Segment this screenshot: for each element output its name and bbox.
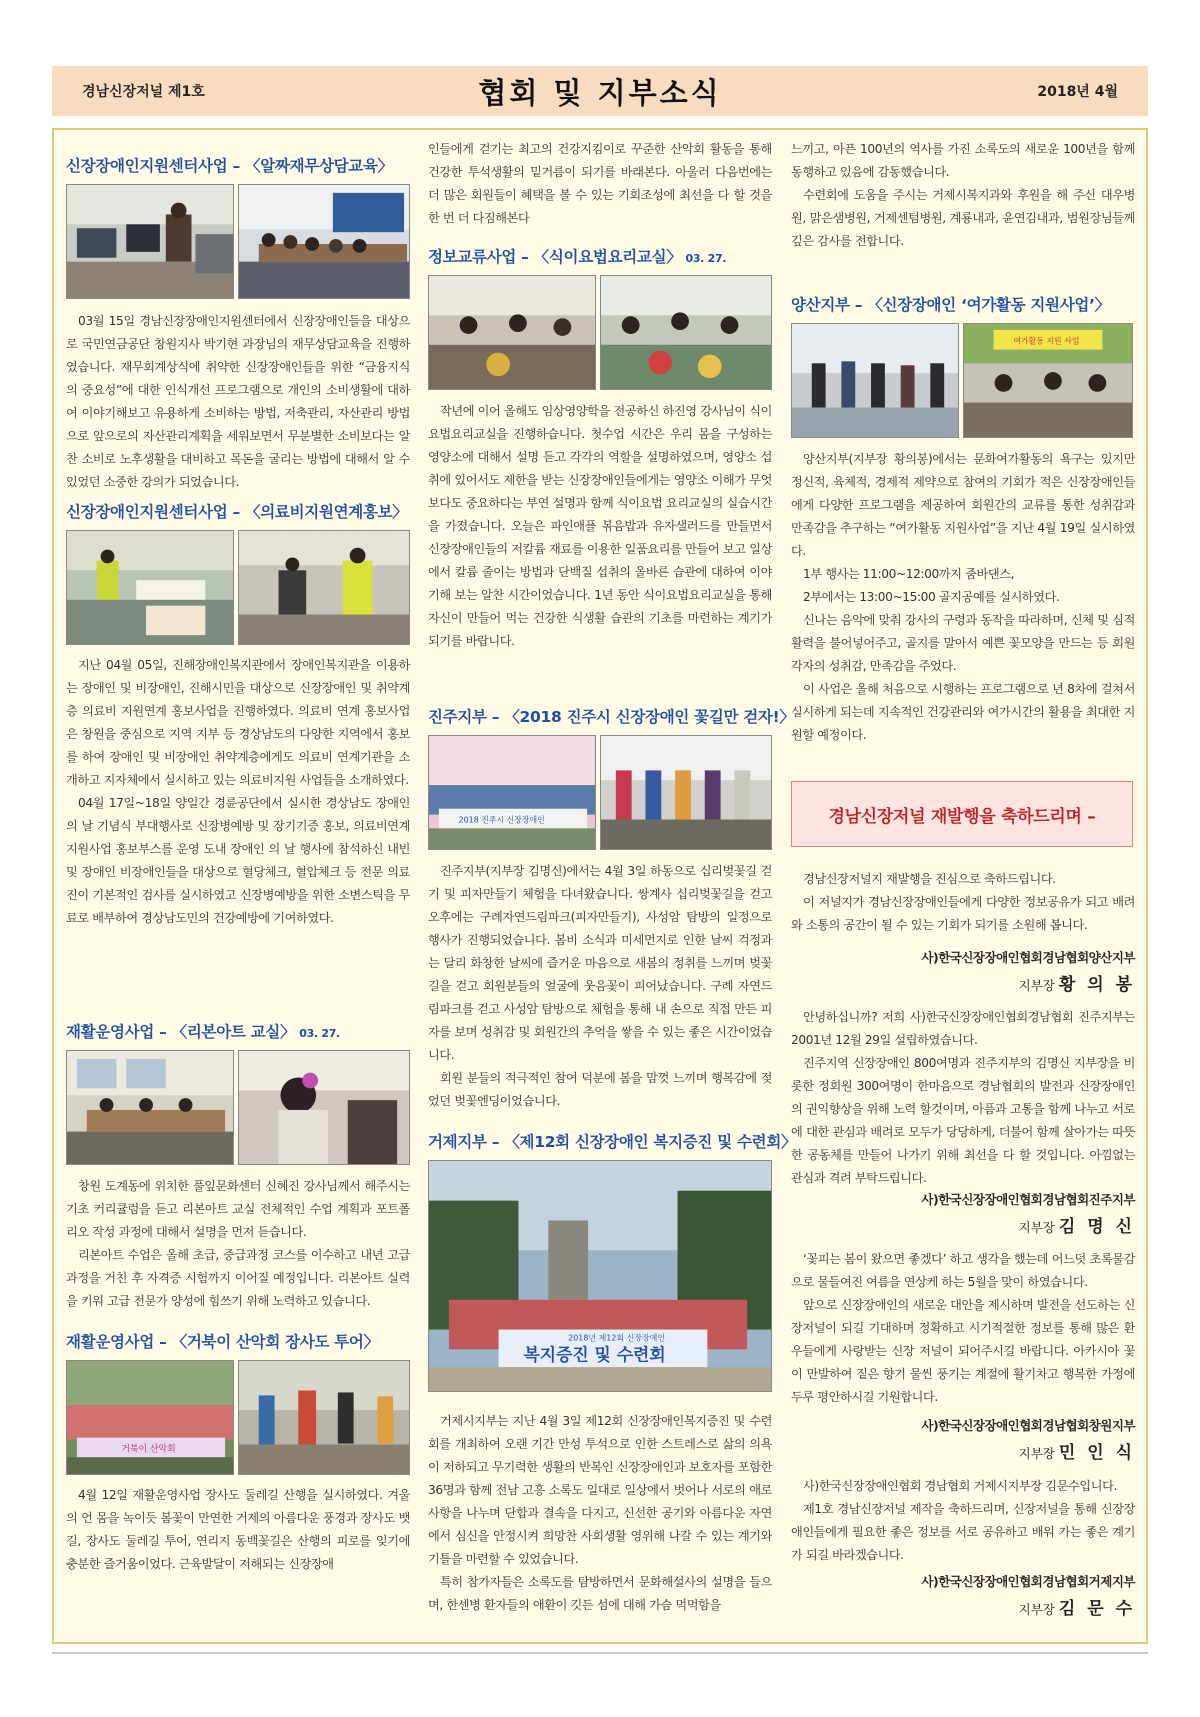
congrats-message-geoje: 사)한국신장장애인협회 경남협회 거제시지부장 김문수입니다. 제1호 경남신장저널 제작을 축하드리며, 신장저널을 통해 신장장애인들에게 필요한 좋은 정보를 서로 공유하고 배워 가는 좋은 계기가 되길 바라겠습니다. bbox=[791, 1479, 1135, 1562]
issue-date: 2018년 4월 bbox=[1037, 84, 1118, 100]
counseling-session-photo bbox=[66, 184, 234, 299]
page-title: 협회 및 지부소식 bbox=[478, 75, 722, 110]
signature-name-geoje: 지부장 김 문 수 bbox=[1018, 1599, 1135, 1619]
section-title-geoje-retreat: 거제지부 – 〈제12회 신장장애인 복지증진 및 수련회〉 bbox=[428, 1133, 797, 1151]
content-frame bbox=[52, 128, 1148, 1644]
geoje-banner-title: 복지증진 및 수련회 bbox=[523, 1344, 666, 1365]
cherry-blossom-group-photo bbox=[428, 735, 596, 850]
section-title-yangsan-leisure: 양산지부 – 〈신장장애인 ‘여가활동 지원사업’〉 bbox=[791, 296, 1110, 314]
congrats-message-yangsan: 경남신장저널지 재발행을 진심으로 축하드립니다. 이 저널지가 경남신장장애인들에게 다양한 정보공유가 되고 배려와 소통의 공간이 될 수 있는 기회가 되기를 소원해 봅니다. bbox=[791, 872, 1135, 932]
jinju-banner-text: 2018 진주시 신장장애인 bbox=[458, 815, 545, 825]
signature-name-jinju: 지부장 김 명 신 bbox=[1018, 1217, 1135, 1237]
geoje-banner-subtitle: 2018년 제12회 신장장애인 bbox=[568, 1333, 666, 1343]
cooking-class-text: 작년에 이어 올해도 임상영양학을 전공하신 하진영 강사님이 식이요법요리교실을 진행하습니다. 첫수업 시간은 우리 몸을 구성하는 영양소에 대해서 설명 듣고 각각의 역할을 설명하였으며, 영양소 섭취에 있어서도 제한을 받는 신장장애인들에게는 영양소 이해가 무엇보다도 중요하다는 부연 설명과 함께 식이요법 요리교실의 실습시간을 가졌습니다. 오늘은 파인애플 볶음밥과 유자샐러드를 만들면서 신장장애인들의 저칼륨 재료를 이용한 일품요리를 만들어 보고 일상에서 칼륨 줄이는 방법과 단백질 섭취의 올바른 습관에 대하여 이야기해 보는 알찬 시간이었습니다. 1년 동안 식이요법요리교실을 통해 자신이 만들어 먹는 건강한 식생활 습관의 기초를 마련하는 계기가 되기를 바랍니다. bbox=[428, 404, 772, 648]
publication-issue: 경남신장저널 제1호 bbox=[82, 84, 205, 100]
signature-org-geoje: 사)한국신장장애인협회경남협회거제지부 bbox=[921, 1574, 1135, 1589]
ribbon-art-class-photo bbox=[66, 1050, 234, 1165]
hiking-tour-text-continued: 인들에게 걷기는 최고의 건강지킴이로 꾸준한 산악회 활동을 통해 건강한 투석생활의 밑거름이 되기를 바래본다. 아울러 다음번에는 더 많은 회원들이 혜택을 볼 수 있는 기회조성에 최선을 다 할 것을 한 번 더 다짐해본다 bbox=[428, 142, 772, 225]
medical-support-text: 지난 04월 05일, 진해장애인복지관에서 장애인복지관을 이용하는 장애인 및 비장애인, 진해시민을 대상으로 신장장애인 및 취약계층 의료비 지원연계 홍보사업을 진행하였다. 의료비 연계 홍보사업은 창원을 중심으로 지역 지부 등 경상남도의 다양한 지역에서 홍보를 하여 장애인 및 비장애인 취약계층에게도 의료비 연계기관을 소개하고 지자체에서 실시하고 있는 의료비지원 사업들을 소개하였다. 04월 17일~18일 양일간 경륜공단에서 실시한 경상남도 장애인의 날 기념식 부대행사로 신장병예방 및 장기기증 홍보, 의료비연계지원사업 홍보부스를 운영 도내 장애인 의 날 행사에 참석하신 내빈 및 장애인 비장애인들을 대상으로 혈당체크, 혈압체크 등 전문 의료진이 기본적인 검사를 실시하였고 신장병예방을 위한 소변스틱을 무료로 배부하여 경상남도민의 건강예방에 기여하였다. bbox=[66, 658, 410, 925]
yangsan-banner-text: 여가활동 지원 사업 bbox=[1013, 336, 1080, 346]
geoje-retreat-text-continued: 느끼고, 아픈 100년의 역사를 가진 소록도의 새로운 100년을 함께 동행하고 있음에 감동했습니다. 수련회에 도움을 주시는 거제시복지과와 후원을 해 주신 대우병원, 맑은샘병원, 거제센텀병원, 계룡내과, 윤연김내과, 범원장님들께 깊은 감사를 전합니다. bbox=[791, 142, 1135, 248]
page-header bbox=[52, 66, 1148, 116]
signature-org-changwon: 사)한국신장장애인협회경남협회창원지부 bbox=[921, 1418, 1135, 1433]
pizza-making-photo bbox=[600, 735, 772, 850]
section-title-medical-support: 신장장애인지원센터사업 – 〈의료비지원연계홍보〉 bbox=[66, 503, 408, 521]
health-check-photo bbox=[238, 530, 410, 645]
financial-education-text: 03월 15일 경남신장장애인지원센터에서 신장장애인들을 대상으로 국민연금공단 창원지사 박기현 과장님의 재무상담교육을 진행하였습니다. 재무회계상식에 취약한 신장장애인들을 위한 “금융지식의 중요성”에 대한 인식개선 프로그램으로 개인의 소비생활에 대하여 이야기해보고 유용하게 소비하는 방법, 저축관리, 자산관리 방법으로 앞으로의 자산관리계획을 세워보면서 무분별한 소비보다는 알찬 소비로 노후생활을 대비하고 목돈을 굴리는 방법에 대해서 알 수 있었던 소중한 강의가 되었습니다. bbox=[66, 314, 410, 489]
section-title-ribbon-art: 재활운영사업 – 〈리본아트 교실〉 03. 27. bbox=[66, 1023, 340, 1041]
ribbon-art-text: 창원 도계동에 위치한 풀잎문화센터 신혜진 강사님께서 해주시는 기초 커리큘럼을 듣고 리본아트 교실 전체적인 수업 계획과 포트폴리오 작성 과정에 대해서 설명을 먼저 듣습니다. 리본아트 수업은 올해 초급, 중급과정 코스를 이수하고 내년 고급과정을 거친 후 자격증 시험까지 이어질 예정입니다. 리본아트 실력을 키워 고급 전문가 양성에 힘쓰기 위해 노력하고 있습니다. bbox=[66, 1179, 410, 1308]
section-title-cooking-class: 정보교류사업 – 〈식이요법요리교실〉 03. 27. bbox=[428, 248, 727, 266]
geoje-retreat-text: 거제시지부는 지난 4월 3일 제12회 신장장애인복지증진 및 수련회를 개최하여 오랜 기간 만성 투석으로 인한 스트레스로 삶의 의욕이 저하되고 무기력한 생활의 반복인 신장장애인과 보호자를 포함한 36명과 함께 전남 고흥 소록도 일대로 일상에서 벗어나 서로의 애로사항을 나누며 단합과 결속을 다지고, 신선한 공기와 아름다운 자연에서 심신을 안정시켜 희망찬 사회생활 영위해 나갈 수 있는 계기와 기틀을 마련할 수 있었습니다. 특히 참가자들은 소록도를 탐방하면서 문화해설사의 설명을 들으며, 한센병 환자들의 애환이 깃든 섬에 대해 가슴 먹먹함을 bbox=[428, 1414, 772, 1612]
signature-org-jinju: 사)한국신장장애인협회경남협회진주지부 bbox=[921, 1192, 1135, 1207]
section-title-hiking-tour: 재활운영사업 – 〈거북이 산악회 장사도 투어〉 bbox=[66, 1333, 379, 1351]
signature-org-yangsan: 사)한국신장장애인협회경남협회양산지부 bbox=[921, 950, 1135, 965]
congrats-message-changwon: ‘꽃피는 봄이 왔으면 좋겠다’ 하고 생각을 했는데 어느덧 초록물감으로 물들여진 여름을 연상케 하는 5월을 맞이 하였습니다. 앞으로 신장장애인의 새로운 대안을 제시하며 발전을 선도하는 신장저널이 되길 기대하며 정확하고 시기적절한 정보를 통해 많은 환우들에게 사랑받는 신장 저널이 되어주시길 바랍니다. 아카시아 꽃이 만발하여 짙은 향기 물씬 풍기는 계절에 활기차고 행복한 가정에 두루 평안하시길 기원합니다. bbox=[791, 1252, 1135, 1404]
signature-name-changwon: 지부장 민 인 식 bbox=[1018, 1443, 1135, 1463]
cooking-class-photo-1 bbox=[428, 275, 596, 390]
signature-name-yangsan: 지부장 황 의 봉 bbox=[1018, 975, 1135, 995]
geoje-retreat-group-photo bbox=[428, 1160, 772, 1392]
hiking-tour-text: 4월 12일 재활운영사업 장사도 둘레길 산행을 실시하였다. 겨울의 언 몸을 녹이듯 봄꽃이 만연한 거제의 아름다운 풍경과 장사도 뱃길, 장사도 둘레길 투어, 연리지 동백꽃길은 산행의 피로를 잊기에 충분한 즐거움이었다. 근육발달이 저해되는 신장장애 bbox=[66, 1488, 410, 1571]
medical-booth-photo bbox=[66, 530, 234, 645]
congratulations-heading-box: 경남신장저널 재발행을 축하드리며 – bbox=[791, 781, 1133, 847]
jinju-walk-text: 진주지부(지부장 김명신)에서는 4월 3일 하동으로 십리벚꽃길 걷기 및 피자만들기 체험을 다녀왔습니다. 쌍계사 십리벚꽃길을 걷고 오후에는 구례자연드림파크(피자만들기), 사성암 탐방의 일정으로 행사가 진행되었습니다. 봄비 소식과 미세먼지로 인한 날씨 걱정과는 달리 화창한 날씨에 즐거운 마음으로 새봄의 정취를 느끼며 벚꽃길을 걷고 회원분들의 얼굴에 웃음꽃이 피어났습니다. 구례 자연드림파크를 걷고 사성암 탐방으로 체험을 통해 내 손으로 직접 만든 피자를 보며 성취감 및 회원간의 추억을 쌓을 수 있는 좋은 시간이었습니다. 회원 분들의 적극적인 참여 덕분에 봄을 맘껏 느끼며 행복감에 젖었던 벚꽃엔딩이었습니다. bbox=[428, 864, 772, 1108]
financial-education-class-photo bbox=[238, 184, 410, 299]
yangsan-leisure-text: 양산지부(지부장 황의봉)에서는 문화여가활동의 욕구는 있지만 정신적, 육체적, 경제적 제약으로 참여의 기회가 적은 신장장애인들에게 다양한 프로그램을 제공하여 회원간의 교류를 통한 성취감과 만족감을 추구하는 “여가활동 지원사업”을 지난 4월 19일 실시하였다. 1부 행사는 11:00~12:00까지 줌바댄스, 2부에서는 13:00~15:00 골지공예를 실시하였다. 신나는 음악에 맞춰 강사의 구령과 동작을 따라하며, 신체 및 심적 활력을 불어넣어주고, 골지를 말아서 예쁜 꽃모양을 만드는 등 회원 각자의 성취감, 만족감을 주었다. 이 사업은 올해 처음으로 시행하는 프로그램으로 년 8차에 걸쳐서 실시하게 되는데 지속적인 건강관리와 여가시간의 활용을 최대한 지원할 예정이다. bbox=[791, 452, 1135, 742]
hiking-banner-text: 거북이 산악회 bbox=[121, 1444, 176, 1455]
section-title-jinju-walk: 진주지부 – 〈2018 진주시 신장장애인 꽃길만 걷자!〉 bbox=[428, 708, 795, 726]
section-title-financial-education: 신장장애인지원센터사업 – 〈알짜재무상담교육〉 bbox=[66, 157, 393, 175]
paper-craft-photo bbox=[963, 323, 1133, 438]
ribbon-art-craft-photo bbox=[238, 1050, 410, 1165]
hiking-trail-photo bbox=[238, 1360, 410, 1475]
congrats-message-jinju: 안녕하십니까? 저희 사)한국신장장애인협회경남협회 진주지부는 2001년 12월 29일 설립하였습니다. 진주지역 신장장애인 800여명과 진주지부의 김명신 지부장을 비롯한 정회원 300여명이 한마음으로 경남협회의 발전과 신장장애인의 권익향상을 위해 노력 할것이며, 아픔과 고통을 함께 나누고 서로에 대한 관심과 배려로 모두가 당당하게, 더불어 함께 살아가는 따뜻한 공동체를 만들어 나가기 위해 최선을 다 할 것입니다. 아낌없는 관심과 격려 부탁드립니다. bbox=[791, 1010, 1135, 1185]
footer-divider bbox=[52, 1652, 1148, 1654]
zumba-dance-photo bbox=[791, 323, 959, 438]
hiking-group-photo bbox=[66, 1360, 234, 1475]
cooking-class-photo-2 bbox=[600, 275, 772, 390]
